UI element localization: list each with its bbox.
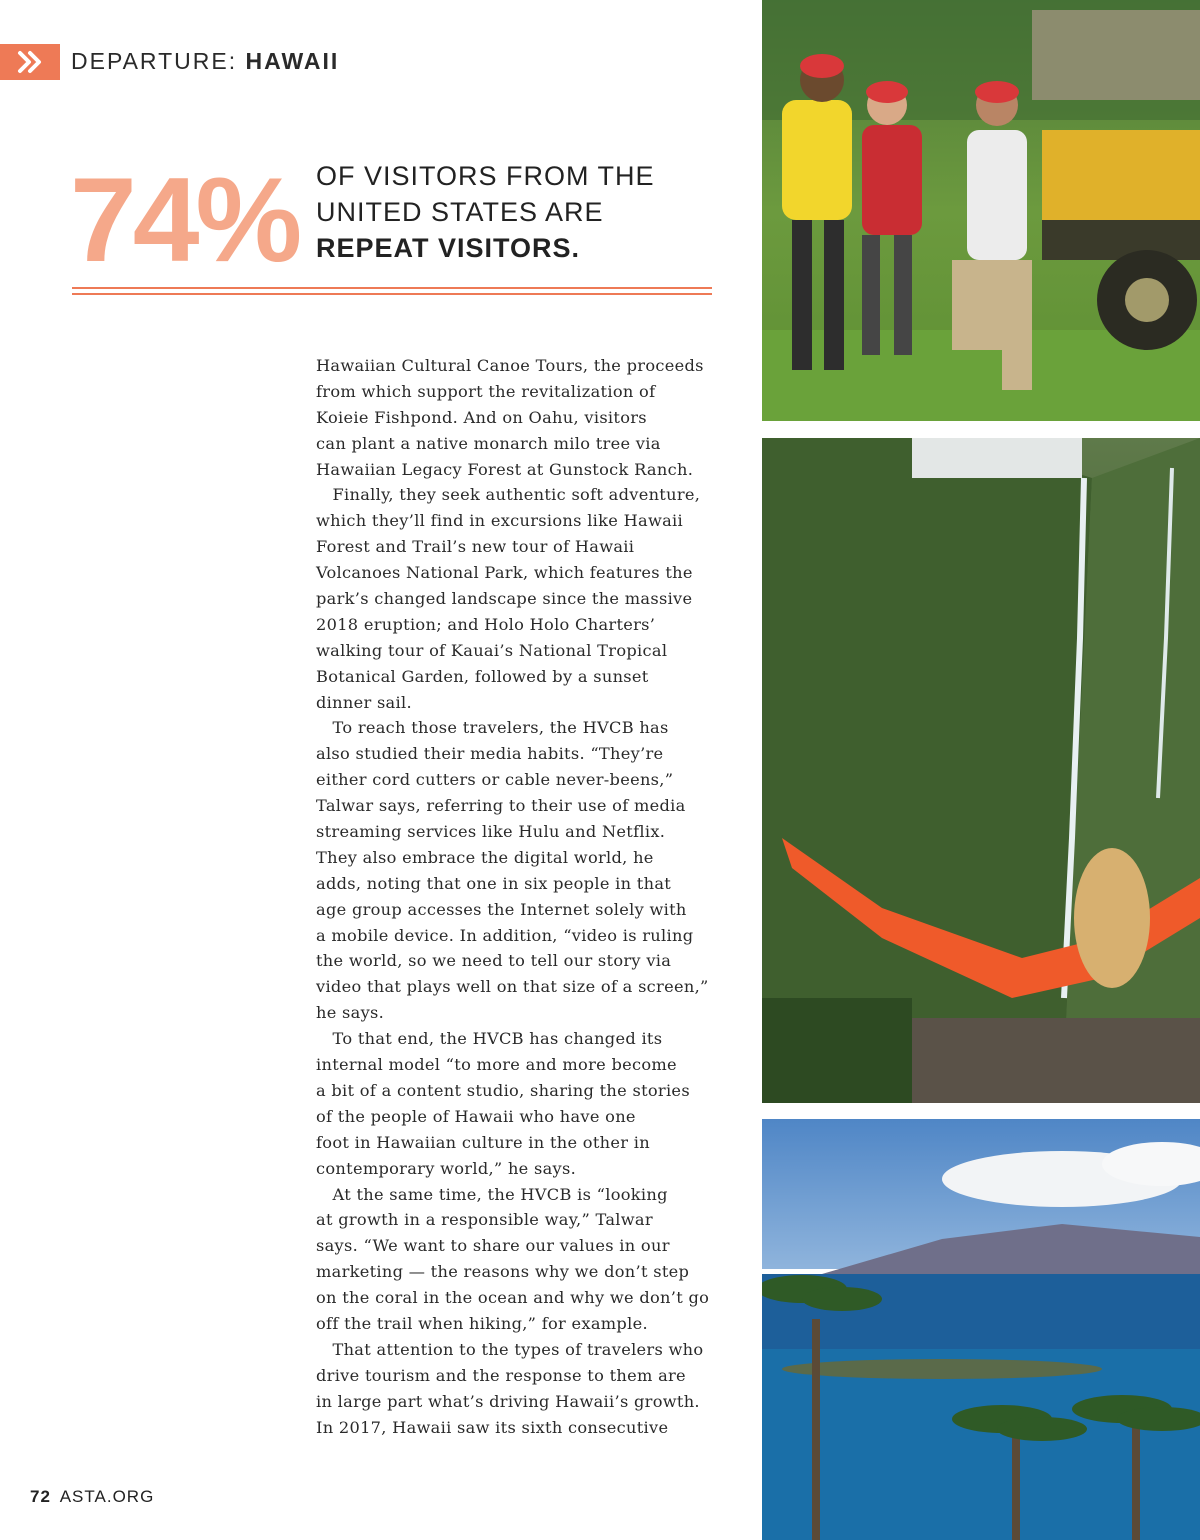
article-line: on the coral in the ocean and why we don’t go <box>316 1288 710 1308</box>
article-line: Hawaiian Cultural Canoe Tours, the proceeds <box>316 356 704 375</box>
article-line: from which support the revitalization of <box>316 381 656 401</box>
article-line: off the trail when hiking,” for example. <box>316 1313 648 1333</box>
divider-rule <box>72 293 712 295</box>
section-tab <box>0 44 60 80</box>
article-line: internal model “to more and more become <box>316 1055 677 1075</box>
article-line: Talwar says, referring to their use of media <box>316 796 686 816</box>
article-line: Koieie Fishpond. And on Oahu, visitors <box>316 407 647 427</box>
stat-caption-emphasis: REPEAT VISITORS. <box>316 233 581 263</box>
article-line: in large part what’s driving Hawaii’s growth. <box>316 1391 700 1411</box>
stat-caption <box>316 158 716 266</box>
photo-zipline-group <box>762 0 1200 421</box>
article-line: Forest and Trail’s new tour of Hawaii <box>316 537 635 557</box>
article-line: To reach those travelers, the HVCB has <box>316 718 669 738</box>
article-line: contemporary world,” he says. <box>316 1158 577 1178</box>
divider-rule <box>72 287 712 289</box>
article-line: age group accesses the Internet solely with <box>316 899 687 919</box>
article-line: adds, noting that one in six people in that <box>316 873 672 893</box>
article-line: can plant a native monarch milo tree via <box>316 433 661 453</box>
article-body <box>316 353 716 1440</box>
article-line: To that end, the HVCB has changed its <box>316 1029 663 1049</box>
stat-value: 74% <box>70 153 299 287</box>
article-line: At the same time, the HVCB is “looking <box>316 1184 668 1204</box>
article-line: park’s changed landscape since the massive <box>316 589 693 609</box>
article-line: That attention to the types of travelers who <box>316 1339 704 1359</box>
article-line: video that plays well on that size of a screen,” <box>316 977 709 997</box>
article-line: drive tourism and the response to them are <box>316 1365 686 1385</box>
article-line: foot in Hawaiian culture in the other in <box>316 1132 650 1152</box>
section-label <box>71 46 339 76</box>
stat-caption-line: OF VISITORS FROM THE <box>316 161 655 191</box>
site-name: ASTA.ORG <box>59 1487 155 1506</box>
article-line: a bit of a content studio, sharing the stories <box>316 1080 690 1100</box>
article-line: also studied their media habits. “They’re <box>316 744 664 764</box>
article-line: the world, so we need to tell our story via <box>316 951 672 971</box>
article-line: at growth in a responsible way,” Talwar <box>316 1210 653 1230</box>
article-line: Hawaiian Legacy Forest at Gunstock Ranch. <box>316 459 694 479</box>
article-line: walking tour of Kauai’s National Tropical <box>316 640 668 660</box>
article-line: dinner sail. <box>316 692 412 712</box>
page-folio <box>30 1485 154 1509</box>
photo-ocean-palms <box>762 1119 1200 1540</box>
section-name: DEPARTURE: <box>71 48 238 74</box>
article-line: In 2017, Hawaii saw its sixth consecutive <box>316 1417 669 1437</box>
article-line: streaming services like Hulu and Netflix. <box>316 822 666 842</box>
article-line: They also embrace the digital world, he <box>316 847 654 867</box>
article-line: which they’ll find in excursions like Hawaii <box>316 511 684 531</box>
photo-waterfall-hammock <box>762 438 1200 1103</box>
article-line: Finally, they seek authentic soft adventure, <box>316 485 701 505</box>
article-line: 2018 eruption; and Holo Holo Charters’ <box>316 614 656 634</box>
article-line: a mobile device. In addition, “video is ruling <box>316 925 694 945</box>
stat-caption-line: UNITED STATES ARE <box>316 197 604 227</box>
article-line: either cord cutters or cable never-beens,” <box>316 770 674 790</box>
article-line: he says. <box>316 1003 385 1023</box>
article-line: marketing — the reasons why we don’t step <box>316 1262 690 1282</box>
article-line: says. “We want to share our values in our <box>316 1236 670 1256</box>
double-chevron-right-icon <box>15 50 45 74</box>
article-line: Botanical Garden, followed by a sunset <box>316 666 649 686</box>
article-line: Volcanoes National Park, which features the <box>316 563 693 583</box>
article-line: of the people of Hawaii who have one <box>316 1106 636 1126</box>
section-destination: HAWAII <box>245 48 340 74</box>
page-number: 72 <box>30 1487 51 1506</box>
